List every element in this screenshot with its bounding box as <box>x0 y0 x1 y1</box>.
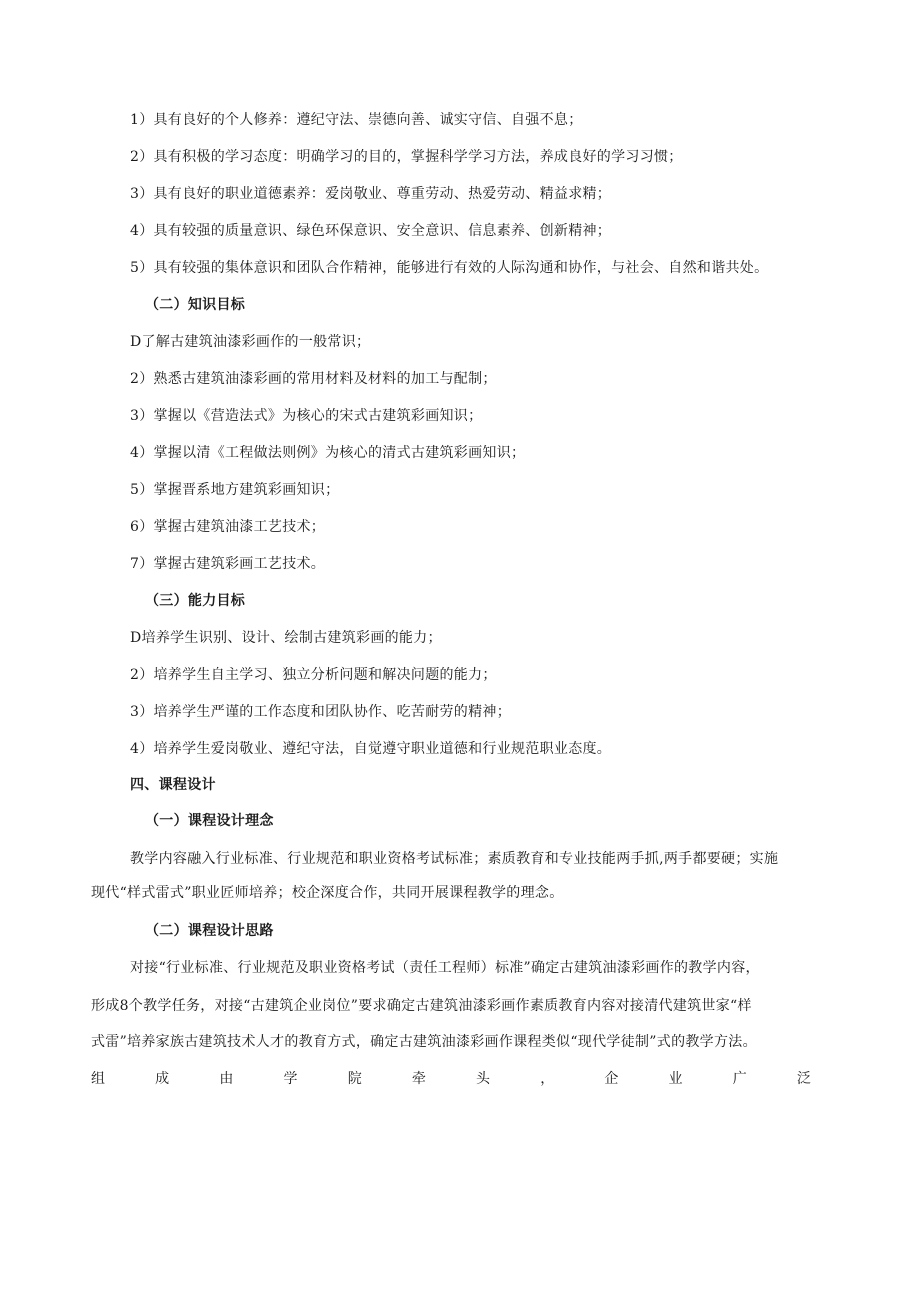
final-char: 院 <box>347 1071 362 1087</box>
final-char: 企 <box>604 1071 619 1087</box>
final-justified-line <box>91 1069 811 1089</box>
knowledge-item-2: 2）熟悉古建筑油漆彩画的常用材料及材料的加工与配制； <box>130 371 497 387</box>
approach-line-2: 形成8个教学任务，对接“古建筑企业岗位”要求确定古建筑油漆彩画作素质教育内容对接清代建筑世家“样 <box>91 998 752 1014</box>
ability-heading: （三）能力目标 <box>145 593 246 609</box>
knowledge-heading: （二）知识目标 <box>145 297 246 313</box>
quality-item-2: 2）具有积极的学习态度：明确学习的目的，掌握科学学习方法，养成良好的学习习惯； <box>130 149 683 165</box>
approach-line-1: 对接“行业标准、行业规范及职业资格考试（责任工程师）标准”确定古建筑油漆彩画作的教学内容， <box>130 960 760 976</box>
knowledge-item-7: 7）掌握古建筑彩画工艺技术。 <box>130 556 326 572</box>
ability-item-1: D培养学生识别、设计、绘制古建筑彩画的能力； <box>130 630 442 646</box>
final-char: ， <box>540 1071 555 1087</box>
final-char: 广 <box>732 1071 747 1087</box>
knowledge-item-3: 3）掌握以《营造法式》为核心的宋式古建筑彩画知识； <box>130 408 483 424</box>
knowledge-item-5: 5）掌握晋系地方建筑彩画知识； <box>130 482 340 498</box>
section4-heading: 四、课程设计 <box>130 777 216 793</box>
quality-item-4: 4）具有较强的质量意识、绿色环保意识、安全意识、信息素养、创新精神； <box>130 223 612 239</box>
final-char: 由 <box>219 1071 234 1087</box>
final-char: 头 <box>476 1071 491 1087</box>
final-char: 成 <box>155 1071 170 1087</box>
concept-heading: （一）课程设计理念 <box>145 813 274 829</box>
final-char: 组 <box>91 1071 105 1087</box>
quality-item-1: 1）具有良好的个人修养：遵纪守法、崇德向善、诚实守信、自强不息； <box>130 112 583 128</box>
ability-item-4: 4）培养学生爱岗敬业、遵纪守法，自觉遵守职业道德和行业规范职业态度。 <box>130 741 612 757</box>
ability-item-2: 2）培养学生自主学习、独立分析问题和解决问题的能力； <box>130 667 497 683</box>
approach-heading: （二）课程设计思路 <box>145 923 274 939</box>
final-char: 泛 <box>796 1071 811 1087</box>
ability-item-3: 3）培养学生严谨的工作态度和团队协作、吃苦耐劳的精神； <box>130 704 512 720</box>
final-char: 业 <box>668 1071 683 1087</box>
final-char: 牵 <box>411 1071 426 1087</box>
concept-line-1: 教学内容融入行业标准、行业规范和职业资格考试标准；素质教育和专业技能两手抓,两手都要硬；实施 <box>130 851 779 867</box>
quality-item-3: 3）具有良好的职业道德素养：爱岗敬业、尊重劳动、热爱劳动、精益求精； <box>130 186 612 202</box>
quality-item-5: 5）具有较强的集体意识和团队合作精神，能够进行有效的人际沟通和协作，与社会、自然和谐共处。 <box>130 260 769 276</box>
knowledge-item-1: D了解古建筑油漆彩画作的一般常识； <box>130 334 371 350</box>
concept-line-2: 现代“样式雷式”职业匠师培养；校企深度合作，共同开展课程教学的理念。 <box>91 885 564 901</box>
approach-line-3: 式雷”培养家族古建筑技术人才的教育方式，确定古建筑油漆彩画作课程类似“现代学徒制”式的教学方法。 <box>91 1034 757 1050</box>
knowledge-item-4: 4）掌握以清《工程做法则例》为核心的清式古建筑彩画知识； <box>130 445 526 461</box>
knowledge-item-6: 6）掌握古建筑油漆工艺技术； <box>130 519 326 535</box>
final-char: 学 <box>283 1071 298 1087</box>
